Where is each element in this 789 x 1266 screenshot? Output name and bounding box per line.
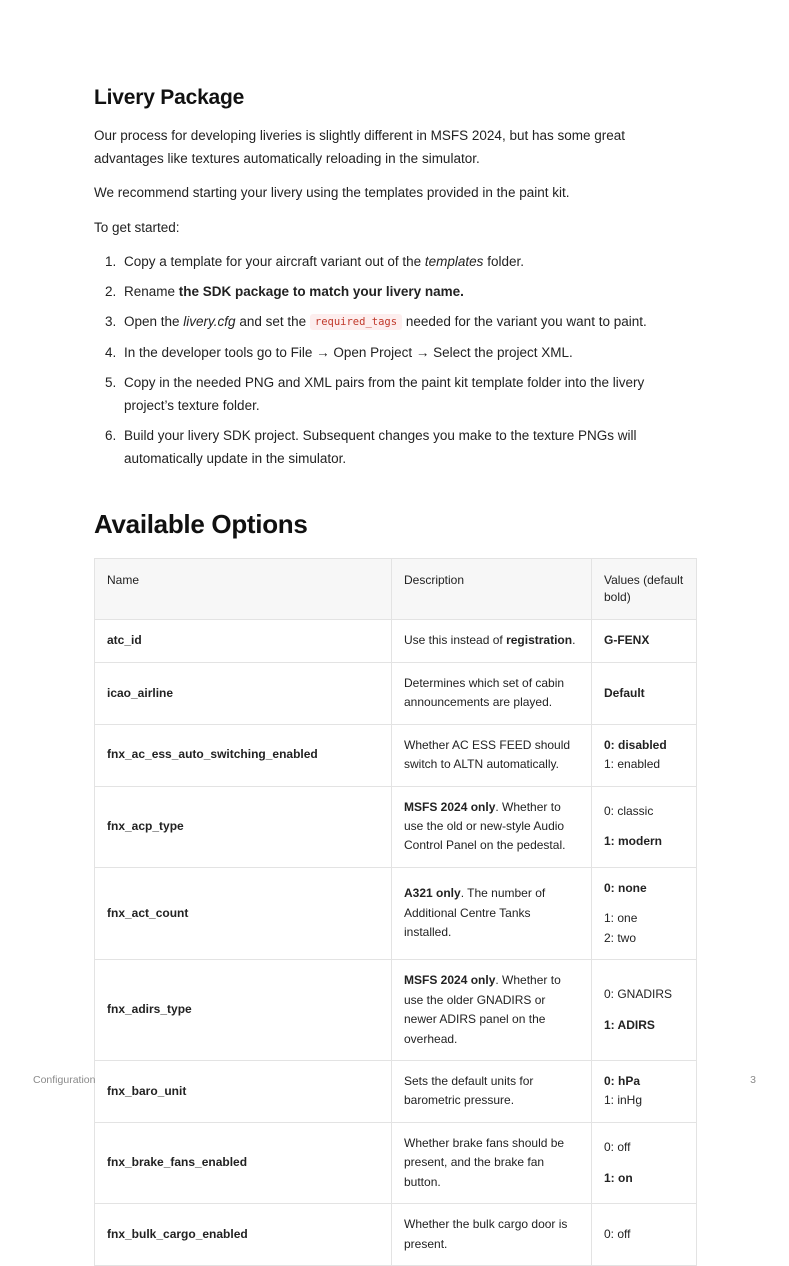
text-run: In the developer tools go to File → Open Project → Select the project XML. [124, 344, 573, 360]
default-value: 0: disabled [604, 737, 667, 752]
option-description-cell [392, 662, 592, 724]
default-value: 0: hPa [604, 1073, 641, 1088]
value-option: 1: enabled [604, 757, 661, 772]
strong-text: MSFS 2024 only [404, 973, 496, 988]
footer-label: Configuration [33, 1074, 96, 1086]
default-value: Default [604, 685, 645, 700]
value-option: 1: inHg [604, 1093, 643, 1108]
option-values-cell [592, 620, 697, 662]
text-run: Whether brake fans should be present, and the brake fan button. [404, 1135, 565, 1189]
list-item [120, 280, 696, 303]
option-values-cell [592, 786, 697, 867]
option-name-cell: fnx_ac_ess_auto_switching_enabled [95, 724, 392, 786]
option-description-cell [392, 786, 592, 867]
option-description-cell [392, 620, 592, 662]
page-content [94, 86, 696, 1266]
emphasis-text: templates [424, 253, 484, 269]
text-run: Build your livery SDK project. Subsequent changes you make to the texture PNGs will automatically update in the simulator. [124, 428, 637, 467]
text-run: Open the [124, 314, 184, 330]
default-value: G-FENX [604, 633, 650, 648]
intro-paragraph-3: To get started: [94, 219, 180, 235]
option-name-cell: fnx_bulk_cargo_enabled [95, 1204, 392, 1266]
column-header-name: Name [95, 558, 392, 620]
option-name-cell: fnx_adirs_type [95, 960, 392, 1061]
list-item [120, 424, 696, 470]
text-run: Sets the default units for barometric pressure. [404, 1073, 534, 1108]
option-name-cell: icao_airline [95, 662, 392, 724]
option-name-cell: fnx_baro_unit [95, 1060, 392, 1122]
text-run: Use this instead of [404, 633, 507, 648]
option-values-cell [592, 867, 697, 959]
text-run: folder. [483, 253, 524, 269]
strong-text: A321 only [404, 886, 461, 901]
value-option: 0: classic [604, 803, 654, 818]
table-row [95, 620, 697, 662]
text-run: and set the [235, 314, 310, 330]
table-body [95, 620, 697, 1266]
text-run: Rename [124, 284, 179, 300]
option-values-cell [592, 724, 697, 786]
text-run: . [572, 633, 576, 648]
option-name-cell: fnx_brake_fans_enabled [95, 1122, 392, 1203]
default-value: 0: none [604, 880, 647, 895]
text-run: Copy in the needed PNG and XML pairs from the paint kit template folder into the livery project’s texture folder. [124, 374, 645, 413]
value-spacer [604, 821, 684, 832]
emphasis-text: livery.cfg [183, 314, 236, 330]
column-header-values: Values (default bold) [592, 558, 697, 620]
value-option: 0: off [604, 1140, 631, 1155]
table-row [95, 1060, 697, 1122]
table-row [95, 662, 697, 724]
text-run: . The number of Additional Centre Tanks installed. [404, 886, 546, 940]
option-description-cell [392, 724, 592, 786]
table-row [95, 960, 697, 1061]
default-value: 1: ADIRS [604, 1017, 655, 1032]
text-run: . Whether to use the older GNADIRS or newer ADIRS panel on the overhead. [404, 973, 561, 1046]
option-description-cell [392, 867, 592, 959]
footer-page-number: 3 [750, 1074, 756, 1086]
value-spacer [604, 1005, 684, 1016]
option-name-cell: fnx_acp_type [95, 786, 392, 867]
option-description-cell [392, 1122, 592, 1203]
text-run: Determines which set of cabin announcements are played. [404, 675, 565, 710]
table-row [95, 724, 697, 786]
default-value: 1: modern [604, 834, 663, 849]
option-description-cell [392, 1060, 592, 1122]
option-name-cell: atc_id [95, 620, 392, 662]
strong-text: MSFS 2024 only [404, 799, 496, 814]
value-option: 0: GNADIRS [604, 987, 673, 1002]
available-options-heading: Available Options [94, 508, 308, 539]
column-header-description: Description [392, 558, 592, 620]
text-run: . Whether to use the old or new-style Audio Control Panel on the pedestal. [404, 799, 566, 853]
text-run: Whether the bulk cargo door is present. [404, 1217, 568, 1251]
option-values-cell [592, 1204, 697, 1266]
intro-paragraph-2: We recommend starting your livery using the templates provided in the paint kit. [94, 185, 570, 201]
option-values-cell [592, 662, 697, 724]
value-spacer [604, 1158, 684, 1169]
value-spacer [604, 898, 684, 909]
page-title: Livery Package [94, 86, 245, 109]
list-item [120, 341, 696, 364]
table-row [95, 1122, 697, 1203]
table-row [95, 1204, 697, 1266]
list-item [120, 371, 696, 417]
option-description-cell [392, 1204, 592, 1266]
options-table [94, 558, 697, 1266]
option-description-cell [392, 960, 592, 1061]
option-values-cell [592, 1122, 697, 1203]
default-value: 1: on [604, 1170, 633, 1185]
value-option: 0: off [604, 1226, 631, 1241]
strong-text: registration [506, 633, 573, 648]
text-run: needed for the variant you want to paint. [402, 314, 647, 330]
list-item [120, 310, 696, 333]
strong-text: the SDK package to match your livery name. [178, 284, 464, 300]
getting-started-steps [94, 250, 696, 471]
value-option: 2: two [604, 930, 637, 945]
option-name-cell: fnx_act_count [95, 867, 392, 959]
inline-code-tag: required_tags [310, 314, 402, 330]
option-values-cell [592, 960, 697, 1061]
page-footer [33, 1074, 756, 1086]
text-run: Copy a template for your aircraft variant out of the [124, 253, 425, 269]
list-item [120, 250, 696, 273]
text-run: Whether AC ESS FEED should switch to ALTN automatically. [404, 737, 571, 772]
option-values-cell [592, 1060, 697, 1122]
table-row [95, 867, 697, 959]
value-option: 1: one [604, 911, 638, 926]
table-row [95, 786, 697, 867]
table-header-row [95, 558, 697, 620]
intro-paragraph-1: Our process for developing liveries is slightly different in MSFS 2024, but has some great advantages like textures automatically reloading in the simulator. [94, 128, 626, 167]
